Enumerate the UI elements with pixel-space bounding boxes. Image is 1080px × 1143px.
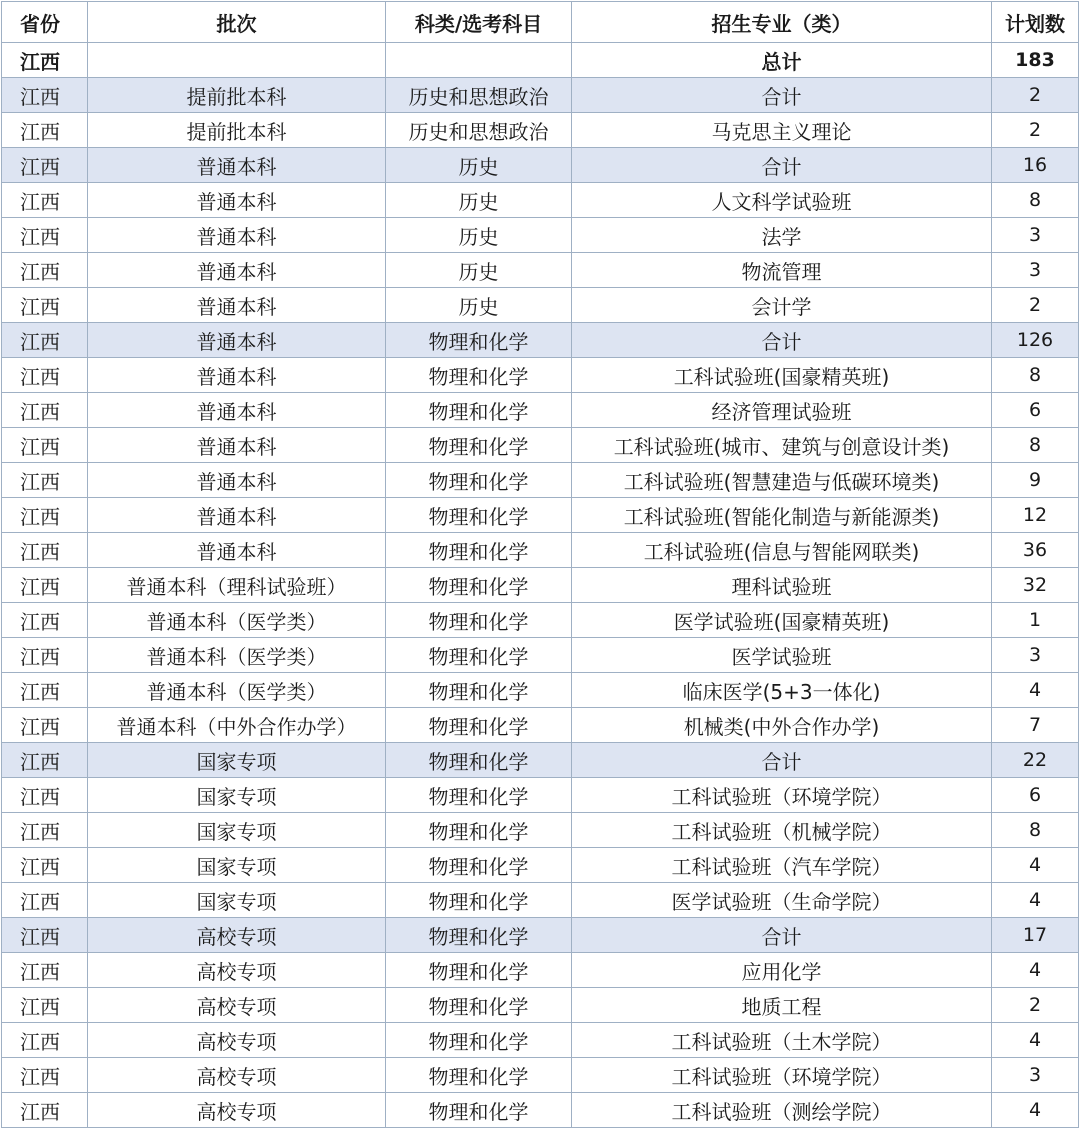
major-cell: 医学试验班（生命学院） <box>572 883 992 918</box>
subject-cell <box>386 43 572 78</box>
table-row <box>2 533 1079 568</box>
subject-cell: 物理和化学 <box>386 1093 572 1128</box>
province-cell: 江西 <box>2 778 88 813</box>
major-cell: 合计 <box>572 743 992 778</box>
subject-cell: 物理和化学 <box>386 568 572 603</box>
subject-cell: 历史 <box>386 148 572 183</box>
header-major: 招生专业（类） <box>572 2 992 43</box>
subject-cell: 物理和化学 <box>386 428 572 463</box>
subject-cell: 物理和化学 <box>386 463 572 498</box>
batch-cell: 高校专项 <box>88 988 386 1023</box>
major-cell: 会计学 <box>572 288 992 323</box>
plan-count-cell: 3 <box>992 638 1079 673</box>
province-cell: 江西 <box>2 218 88 253</box>
major-cell: 工科试验班（土木学院） <box>572 1023 992 1058</box>
province-cell: 江西 <box>2 743 88 778</box>
province-cell: 江西 <box>2 1058 88 1093</box>
plan-count-cell: 8 <box>992 428 1079 463</box>
subject-cell: 物理和化学 <box>386 358 572 393</box>
plan-count-cell: 4 <box>992 1093 1079 1128</box>
subject-cell: 历史 <box>386 183 572 218</box>
major-cell: 总计 <box>572 43 992 78</box>
province-cell: 江西 <box>2 393 88 428</box>
major-cell: 工科试验班(智能化制造与新能源类) <box>572 498 992 533</box>
table-row <box>2 568 1079 603</box>
batch-cell: 高校专项 <box>88 1058 386 1093</box>
major-cell: 工科试验班（汽车学院） <box>572 848 992 883</box>
plan-count-cell: 4 <box>992 1023 1079 1058</box>
province-cell: 江西 <box>2 883 88 918</box>
province-cell: 江西 <box>2 323 88 358</box>
subtotal-row <box>2 323 1079 358</box>
subject-cell: 历史和思想政治 <box>386 78 572 113</box>
subject-cell: 物理和化学 <box>386 393 572 428</box>
table-row <box>2 708 1079 743</box>
header-subject: 科类/选考科目 <box>386 2 572 43</box>
table-row <box>2 603 1079 638</box>
plan-count-cell: 4 <box>992 673 1079 708</box>
plan-count-cell: 2 <box>992 113 1079 148</box>
province-cell: 江西 <box>2 533 88 568</box>
table-row <box>2 813 1079 848</box>
batch-cell: 高校专项 <box>88 918 386 953</box>
province-cell: 江西 <box>2 708 88 743</box>
batch-cell: 普通本科 <box>88 393 386 428</box>
plan-count-cell: 2 <box>992 988 1079 1023</box>
header-batch: 批次 <box>88 2 386 43</box>
subject-cell: 物理和化学 <box>386 953 572 988</box>
subject-cell: 物理和化学 <box>386 533 572 568</box>
batch-cell: 提前批本科 <box>88 78 386 113</box>
subject-cell: 历史和思想政治 <box>386 113 572 148</box>
plan-count-cell: 4 <box>992 848 1079 883</box>
plan-count-cell: 17 <box>992 918 1079 953</box>
table-row <box>2 1058 1079 1093</box>
plan-count-cell: 36 <box>992 533 1079 568</box>
plan-count-cell: 9 <box>992 463 1079 498</box>
batch-cell: 普通本科 <box>88 183 386 218</box>
table-header <box>2 2 1079 43</box>
plan-count-cell: 6 <box>992 778 1079 813</box>
plan-count-cell: 6 <box>992 393 1079 428</box>
major-cell: 合计 <box>572 918 992 953</box>
major-cell: 工科试验班（环境学院） <box>572 778 992 813</box>
subtotal-row <box>2 78 1079 113</box>
plan-count-cell: 12 <box>992 498 1079 533</box>
major-cell: 经济管理试验班 <box>572 393 992 428</box>
subject-cell: 物理和化学 <box>386 883 572 918</box>
batch-cell: 提前批本科 <box>88 113 386 148</box>
province-cell: 江西 <box>2 568 88 603</box>
province-cell: 江西 <box>2 428 88 463</box>
table-row <box>2 183 1079 218</box>
plan-count-cell: 4 <box>992 883 1079 918</box>
plan-count-cell: 4 <box>992 953 1079 988</box>
plan-count-cell: 183 <box>992 43 1079 78</box>
major-cell: 工科试验班(信息与智能网联类) <box>572 533 992 568</box>
province-cell: 江西 <box>2 918 88 953</box>
province-cell: 江西 <box>2 358 88 393</box>
table-row <box>2 1023 1079 1058</box>
subject-cell: 物理和化学 <box>386 603 572 638</box>
plan-count-cell: 1 <box>992 603 1079 638</box>
table-row <box>2 218 1079 253</box>
major-cell: 机械类(中外合作办学) <box>572 708 992 743</box>
province-cell: 江西 <box>2 498 88 533</box>
subject-cell: 物理和化学 <box>386 708 572 743</box>
table-row <box>2 673 1079 708</box>
major-cell: 工科试验班(智慧建造与低碳环境类) <box>572 463 992 498</box>
province-cell: 江西 <box>2 288 88 323</box>
table-row <box>2 428 1079 463</box>
enrollment-plan-table <box>1 1 1079 1128</box>
subject-cell: 物理和化学 <box>386 988 572 1023</box>
subject-cell: 物理和化学 <box>386 1058 572 1093</box>
table-row <box>2 778 1079 813</box>
province-cell: 江西 <box>2 1093 88 1128</box>
batch-cell: 普通本科 <box>88 463 386 498</box>
province-cell: 江西 <box>2 813 88 848</box>
province-cell: 江西 <box>2 148 88 183</box>
batch-cell: 普通本科 <box>88 533 386 568</box>
major-cell: 医学试验班 <box>572 638 992 673</box>
header-province: 省份 <box>2 2 88 43</box>
major-cell: 合计 <box>572 148 992 183</box>
batch-cell: 高校专项 <box>88 1023 386 1058</box>
batch-cell: 普通本科 <box>88 253 386 288</box>
subject-cell: 物理和化学 <box>386 848 572 883</box>
plan-count-cell: 2 <box>992 288 1079 323</box>
plan-count-cell: 8 <box>992 358 1079 393</box>
province-cell: 江西 <box>2 78 88 113</box>
table-row <box>2 988 1079 1023</box>
province-cell: 江西 <box>2 253 88 288</box>
major-cell: 工科试验班(国豪精英班) <box>572 358 992 393</box>
plan-count-cell: 126 <box>992 323 1079 358</box>
table-row <box>2 253 1079 288</box>
table-row <box>2 1093 1079 1128</box>
plan-count-cell: 16 <box>992 148 1079 183</box>
batch-cell: 普通本科 <box>88 428 386 463</box>
batch-cell: 国家专项 <box>88 848 386 883</box>
subtotal-row <box>2 148 1079 183</box>
province-cell: 江西 <box>2 673 88 708</box>
major-cell: 工科试验班（环境学院） <box>572 1058 992 1093</box>
batch-cell: 普通本科 <box>88 288 386 323</box>
plan-count-cell: 32 <box>992 568 1079 603</box>
batch-cell: 普通本科（医学类） <box>88 638 386 673</box>
header-plan-count: 计划数 <box>992 2 1079 43</box>
province-cell: 江西 <box>2 953 88 988</box>
major-cell: 马克思主义理论 <box>572 113 992 148</box>
table-row <box>2 848 1079 883</box>
batch-cell: 国家专项 <box>88 743 386 778</box>
subject-cell: 物理和化学 <box>386 778 572 813</box>
major-cell: 法学 <box>572 218 992 253</box>
plan-count-cell: 8 <box>992 813 1079 848</box>
subject-cell: 历史 <box>386 253 572 288</box>
plan-count-cell: 2 <box>992 78 1079 113</box>
plan-count-cell: 3 <box>992 218 1079 253</box>
plan-count-cell: 3 <box>992 1058 1079 1093</box>
province-cell: 江西 <box>2 183 88 218</box>
subject-cell: 物理和化学 <box>386 813 572 848</box>
batch-cell: 普通本科（医学类） <box>88 603 386 638</box>
subject-cell: 物理和化学 <box>386 673 572 708</box>
batch-cell: 普通本科（中外合作办学） <box>88 708 386 743</box>
table-body <box>2 43 1079 1128</box>
batch-cell: 普通本科 <box>88 498 386 533</box>
batch-cell: 高校专项 <box>88 1093 386 1128</box>
province-cell: 江西 <box>2 603 88 638</box>
batch-cell <box>88 43 386 78</box>
major-cell: 合计 <box>572 323 992 358</box>
subject-cell: 物理和化学 <box>386 1023 572 1058</box>
batch-cell: 普通本科 <box>88 323 386 358</box>
subject-cell: 物理和化学 <box>386 638 572 673</box>
subject-cell: 物理和化学 <box>386 323 572 358</box>
major-cell: 医学试验班(国豪精英班) <box>572 603 992 638</box>
total-row <box>2 43 1079 78</box>
province-cell: 江西 <box>2 848 88 883</box>
subject-cell: 物理和化学 <box>386 498 572 533</box>
table-row <box>2 463 1079 498</box>
batch-cell: 普通本科（医学类） <box>88 673 386 708</box>
subtotal-row <box>2 743 1079 778</box>
plan-count-cell: 3 <box>992 253 1079 288</box>
major-cell: 临床医学(5+3一体化) <box>572 673 992 708</box>
table-row <box>2 288 1079 323</box>
plan-count-cell: 8 <box>992 183 1079 218</box>
plan-count-cell: 22 <box>992 743 1079 778</box>
major-cell: 工科试验班（机械学院） <box>572 813 992 848</box>
subject-cell: 物理和化学 <box>386 918 572 953</box>
batch-cell: 国家专项 <box>88 883 386 918</box>
province-cell: 江西 <box>2 43 88 78</box>
province-cell: 江西 <box>2 113 88 148</box>
batch-cell: 高校专项 <box>88 953 386 988</box>
table-row <box>2 113 1079 148</box>
major-cell: 地质工程 <box>572 988 992 1023</box>
province-cell: 江西 <box>2 463 88 498</box>
subtotal-row <box>2 918 1079 953</box>
batch-cell: 普通本科 <box>88 218 386 253</box>
batch-cell: 国家专项 <box>88 778 386 813</box>
major-cell: 理科试验班 <box>572 568 992 603</box>
major-cell: 合计 <box>572 78 992 113</box>
table-row <box>2 883 1079 918</box>
major-cell: 人文科学试验班 <box>572 183 992 218</box>
subject-cell: 历史 <box>386 218 572 253</box>
batch-cell: 国家专项 <box>88 813 386 848</box>
batch-cell: 普通本科 <box>88 148 386 183</box>
table-row <box>2 358 1079 393</box>
subject-cell: 物理和化学 <box>386 743 572 778</box>
major-cell: 工科试验班（测绘学院） <box>572 1093 992 1128</box>
subject-cell: 历史 <box>386 288 572 323</box>
province-cell: 江西 <box>2 638 88 673</box>
table-row <box>2 638 1079 673</box>
major-cell: 工科试验班(城市、建筑与创意设计类) <box>572 428 992 463</box>
header-row <box>2 2 1079 43</box>
major-cell: 物流管理 <box>572 253 992 288</box>
province-cell: 江西 <box>2 1023 88 1058</box>
major-cell: 应用化学 <box>572 953 992 988</box>
plan-count-cell: 7 <box>992 708 1079 743</box>
batch-cell: 普通本科（理科试验班） <box>88 568 386 603</box>
table-row <box>2 393 1079 428</box>
table-row <box>2 953 1079 988</box>
batch-cell: 普通本科 <box>88 358 386 393</box>
table-row <box>2 498 1079 533</box>
province-cell: 江西 <box>2 988 88 1023</box>
